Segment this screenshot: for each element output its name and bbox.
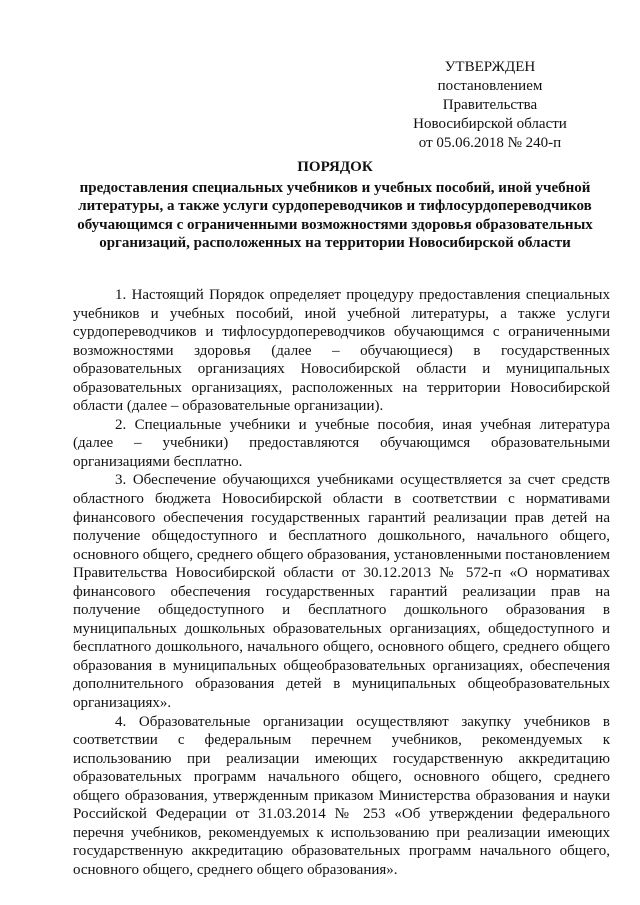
approval-heading: УТВЕРЖДЕН bbox=[444, 59, 536, 75]
approval-region: Новосибирской области bbox=[413, 116, 567, 132]
paragraph-1: 1. Настоящий Порядок определяет процедуру предоставления специальных учебников и учебных пособий, иной учебной литературы, а также услуги сурдопереводчиков и тифлосурдопереводчиков обучающимся с ограниченными возможностями здоровья (далее – обучающиеся) в государственных образовательных организациях Новосибирской области и муниципальных образовательных организациях, расположенных на территории Новосибирской области (далее – образовательные организации). bbox=[73, 287, 610, 415]
paragraph-2: 2. Специальные учебники и учебные пособия, иная учебная литература (далее – учебники) предоставляются обучающимся образовательными организациями бесплатно. bbox=[73, 416, 610, 470]
document-body bbox=[73, 286, 610, 880]
title-main: ПОРЯДОК bbox=[297, 159, 373, 175]
approval-stamp bbox=[390, 58, 590, 153]
approval-date-number: от 05.06.2018 № 240-п bbox=[418, 135, 562, 151]
paragraph-4: 4. Образовательные организации осуществляют закупку учебников в соответствии с федеральным перечнем учебников, рекомендуемых к использованию при реализации имеющих государственную аккредитацию образовательных программ начального общего, основного общего, среднего общего образования, утвержденным приказом Министерства образования и науки Российской Федерации от 31.03.2014 № 253 «Об утверждении федерального перечня учебников, рекомендуемых к использованию при реализации имеющих государственную аккредитацию образовательных программ начального общего, основного общего, среднего общего образования». bbox=[73, 713, 610, 878]
approval-authority: постановлением Правительства bbox=[437, 78, 543, 113]
document-title bbox=[60, 158, 610, 253]
title-subtitle: предоставления специальных учебников и учебных пособий, иной учебной литературы, а также услуги сурдопереводчиков и тифлосурдопереводчиков обучающимся с ограниченными возможностями здоровья образовательных организаций, расположенных на территории Новосибирской области bbox=[77, 179, 593, 251]
paragraph-3: 3. Обеспечение обучающихся учебниками осуществляется за счет средств областного бюджета Новосибирской области в соответствии с нормативами финансового обеспечения государственных гарантий реализации прав детей на получение общедоступного и бесплатного дошкольного, начального общего, основного общего, среднего общего образования, установленными постановлением Правительства Новосибирской области от 30.12.2013 № 572-п «О нормативах финансового обеспечения государственных гарантий реализации прав на получение общедоступного и бесплатного дошкольного образования в муниципальных дошкольных образовательных организациях, общедоступного и бесплатного дошкольного, начального общего, основного общего, среднего общего образования в муниципальных общеобразовательных организациях, обеспечения дополнительного образования детей в муниципальных общеобразовательных организациях». bbox=[73, 472, 610, 712]
